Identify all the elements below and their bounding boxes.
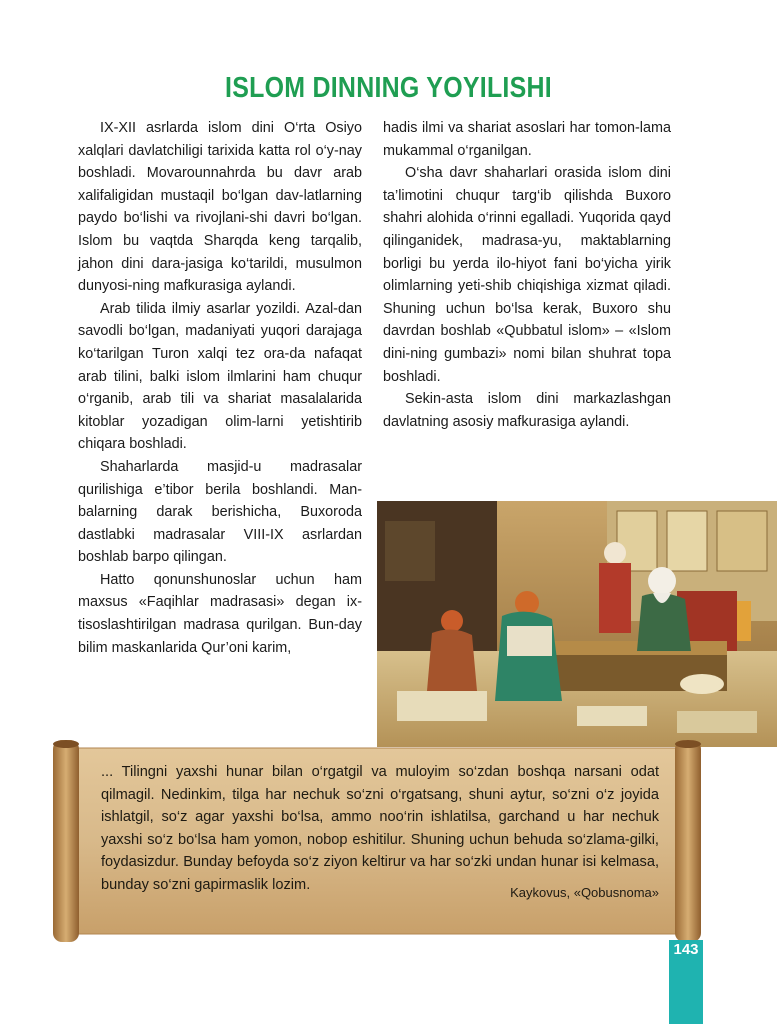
- paragraph: Arab tilida ilmiy asarlar yozildi. Azal-dan savodli bo‘lgan, madaniyati yuqori darajaga ko‘tarilgan Turon xalqi tez ora-da nafaqat arab tilini, balki islom ilmlarini ham chuqur o‘rganib, arab tili va shariat masalalarida kitoblar yozadigan olim-larni yetishtirib chiqara boshladi.: [78, 300, 362, 453]
- page-number: 143: [673, 941, 699, 958]
- quote-block: [101, 761, 659, 896]
- quote-text: ... Tilingni yaxshi hunar bilan o‘rgatgil va muloyim so‘zdan boshqa narsani odat qilmagil. Nedinkim, tilga har nechuk so‘zni o‘rgatsang, shuni aytur, so‘zni o‘z joyida ishlatgil, so‘z agar yaxshi bo‘lsa, ammo noo‘rin ishlatilsa, garchand u har nechuk yaxshi so‘z bo‘lsa ham yomon, nobop eshitilur. Shuning uchun behuda so‘zlama-gilki, foydasizdur. Bunday befoyda so‘z ziyon keltirur va har so‘zki undan hunar isi kelmasa, bunday so‘zni gapirmaslik lozim.: [101, 764, 659, 893]
- page-title: ISLOM DINNING YOYILISHI: [225, 72, 552, 104]
- paragraph: Shaharlarda masjid-u madrasalar qurilishiga e’tibor berila boshlandi. Man-balarning darak berishicha, Buxoroda dastlabki madrasalar VIII-IX asrlardan boshlab barpo qilingan.: [78, 458, 362, 566]
- right-text-column: [383, 117, 671, 433]
- paragraph: O‘sha davr shaharlari orasida islom dini ta’limotini chuqur targ‘ib qilishda Buxoro shahri alohida o‘rinni egalladi. Yuqorida qayd qilinganidek, madrasa-yu, maktablarning borligi bu yerda ilo-hiyot fani bo‘yicha yirik olimlarning yeti-shib chiqishiga xizmat qiladi. Shuning uchun bo‘lsa kerak, Buxoro shu davrdan boshlab «Qubbatul islom» – «Islom dini-ning gumbazi» nomi bilan shuhrat topa boshladi.: [383, 165, 671, 385]
- paragraph: IX-XII asrlarda islom dini O‘rta Osiyo xalqlari davlatchiligi tarixida katta rol o‘y-nay boshladi. Movarounnahrda bu davr arab xalifaligidan mustaqil bo‘lgan dav-latlarning paydo bo‘lishi va rivojlani-shi davri bo‘lgan. Islom bu vaqtda Sharqda keng tarqalib, jahon dini dara-jasiga ko‘tarildi, musulmon dunyosi-ning mafkurasiga aylandi.: [78, 120, 362, 295]
- paragraph: Sekin-asta islom dini markazlashgan davlatning asosiy mafkurasiga aylandi.: [383, 391, 671, 430]
- madrasa-painting: [377, 501, 777, 747]
- paragraph: hadis ilmi va shariat asoslari har tomon-lama mukammal o‘rganilgan.: [383, 120, 671, 159]
- paragraph: Hatto qonunshunoslar uchun ham maxsus «Faqihlar madrasasi» degan ix-tisoslashtirilgan madrasa qurilgan. Bun-day bilim maskanlarida Qur’oni karim,: [78, 571, 362, 656]
- left-text-column: [78, 117, 362, 659]
- quote-source: Kaykovus, «Qobusnoma»: [510, 885, 659, 900]
